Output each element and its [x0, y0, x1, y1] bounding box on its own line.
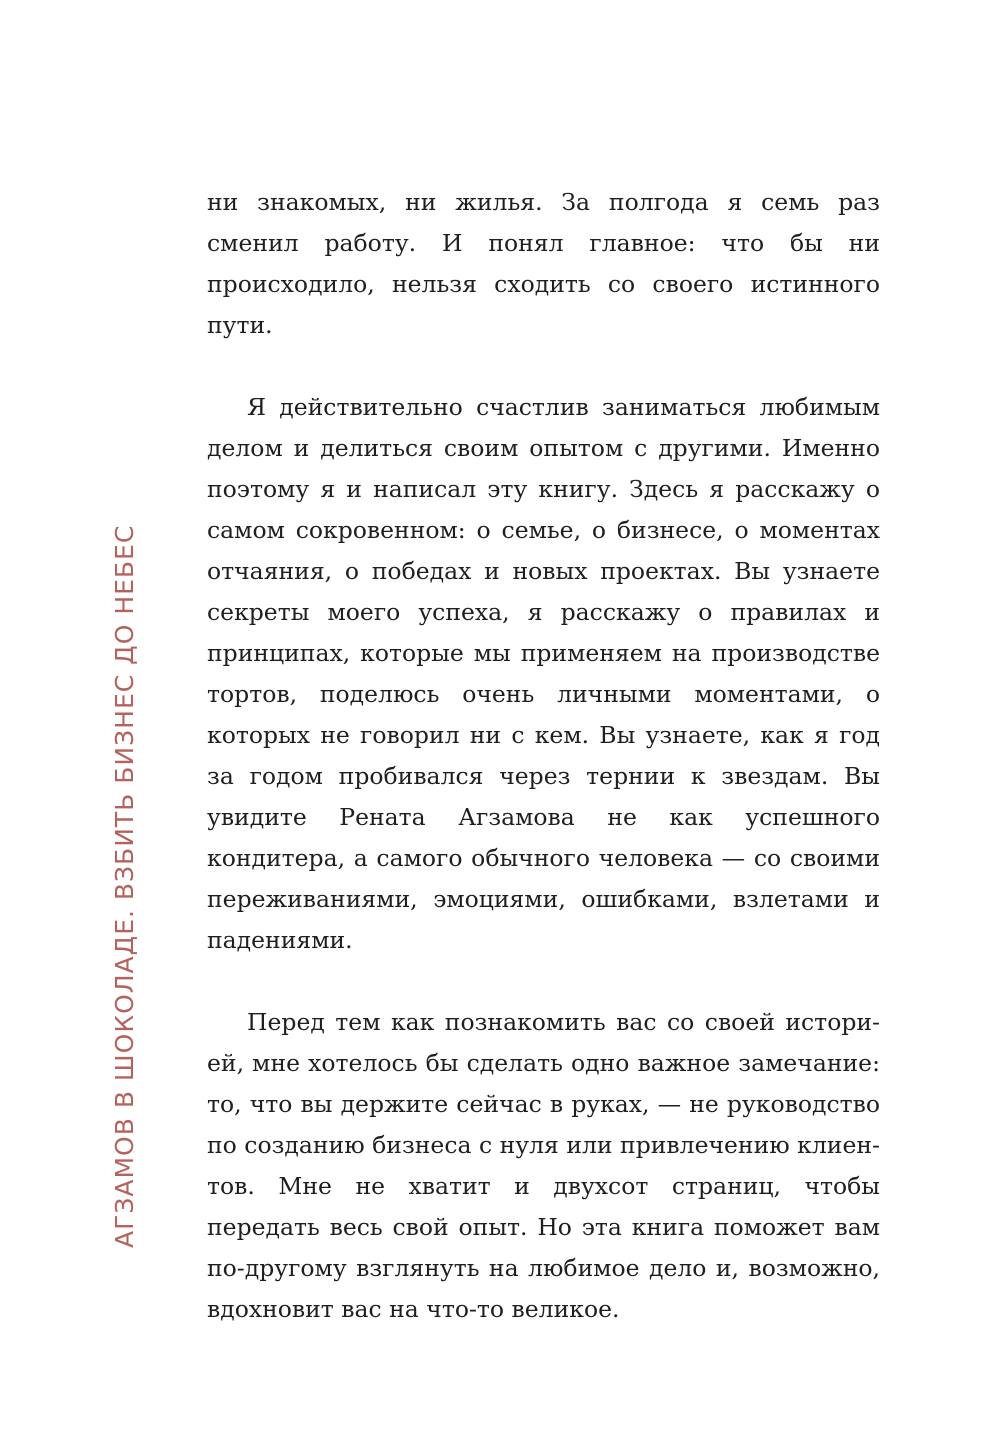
paragraph-continuation: ни знакомых, ни жилья. За полгода я семь раз сменил работу. И понял главное: что бы ни происходило, нельзя сходить со своего истинного пути. [207, 188, 880, 339]
paragraph-remark: Перед тем как познакомить вас со своей историей, мне хотелось бы сделать одно важное замечание: то, что вы держите сейчас в руках, — не руководство по созданию бизнеса с нуля или привлечению клиентов. Мне не хватит и двухсот страниц, чтобы передать весь свой опыт. Но эта книга поможет вам по-другому взглянуть на любимое дело и, возможно, вдохновит вас на что-то великое. [207, 1008, 880, 1323]
body-text [207, 182, 880, 1330]
paragraph-happiness: Я действительно счастлив заниматься любимым делом и делиться своим опытом с другими. Именно поэтому я и написал эту книгу. Здесь я расскажу о самом сокровенном: о семье, о бизнесе, о моментах отчаяния, о победах и новых проектах. Вы узнаете секреты моего успеха, я расскажу о правилах и принципах, которые мы применяем на производстве тортов, поделюсь очень личными моментами, о которых не говорил ни с кем. Вы узнаете, как я год за годом пробивался через тернии к звездам. Вы увидите Рената Агзамова не как успешного кондитера, а самого обычного человека — со своими переживаниями, эмоциями, ошибками, взлетами и падениями. [207, 393, 880, 954]
running-title: АГЗАМОВ В ШОКОЛАДЕ. ВЗБИТЬ БИЗНЕС ДО НЕБЕС [110, 524, 139, 1248]
